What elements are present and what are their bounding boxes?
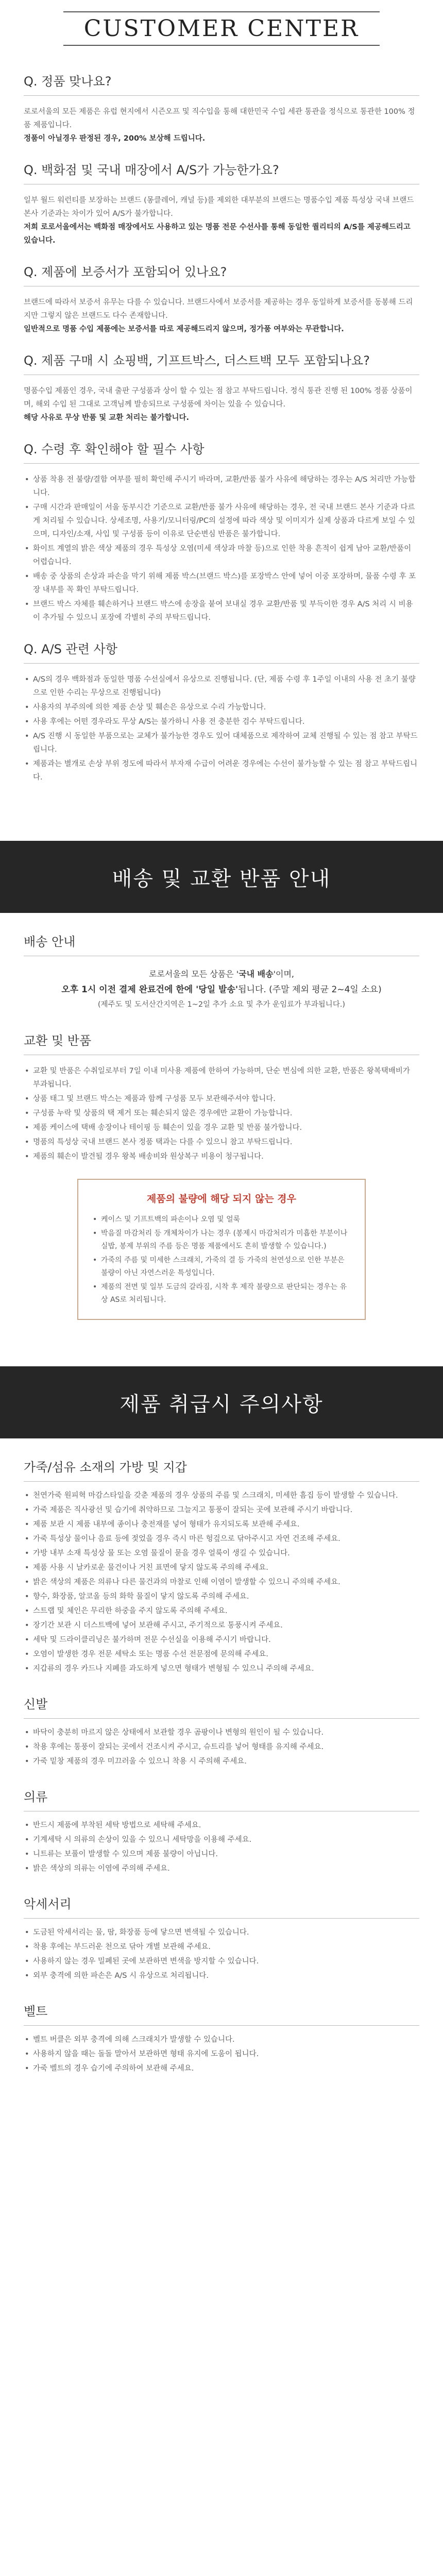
list-item: • 제품의 훼손이 발견될 경우 왕복 배송비와 원상복구 비용이 청구됩니다. — [24, 1150, 419, 1163]
list-item: • 사용하지 않는 경우 밀폐된 곳에 보관하면 변색을 방지할 수 있습니다. — [24, 1955, 419, 1968]
qa-block — [24, 71, 419, 145]
customer-center-title: CUSTOMER CENTER — [63, 11, 380, 46]
list-item: • 구매 시간과 판매일이 서울 동부시간 기준으로 교환/반품 불가 사유에 해당하는 경우, 전 국내 브랜드 본사 기준과 다르게 처리될 수 있습니다. 상세조명, 사용기/모니터링/PC의 설정에 따라 색상 및 이미지가 실제 상품과 다르게 보일 수 있으며, 디자인/소재, 사입 및 구성품 등이 이유로 단순변심 반품은 불가합니다. — [24, 501, 419, 541]
list-item: • 밝은 색상의 제품은 의류나 다른 물건과의 마찰로 인해 이염이 발생할 수 있으니 주의해 주세요. — [24, 1575, 419, 1589]
answer-emphasis: 정품이 아닐경우 판정된 경우, 200% 보상해 드립니다. — [24, 134, 206, 143]
list-item: • 제품 보관 시 제품 내부에 종이나 충전재를 넣어 형태가 유지되도록 보관해 주세요. — [24, 1518, 419, 1531]
list-item: • 제품과는 별개로 손상 부위 정도에 따라서 부자재 수급이 어려운 경우에는 수선이 불가능할 수 있는 점 참고 부탁드립니다. — [24, 757, 419, 784]
question-title: Q. 백화점 및 국내 매장에서 A/S가 가능한가요? — [24, 160, 419, 184]
care-list — [24, 1819, 419, 1875]
shipping-line-3: (제주도 및 도서산간지역은 1~2일 추가 소요 및 추가 운임료가 부과됩니다.) — [97, 1001, 346, 1009]
care-list — [24, 1489, 419, 1675]
care-banner: 제품 취급시 주의사항 — [0, 1366, 443, 1438]
list-item: • 사용하지 않을 때는 돌돌 말아서 보관하면 형태 유지에 도움이 됩니다. — [24, 2047, 419, 2061]
list-item: • 배송 중 상품의 손상과 파손을 막기 위해 제품 박스(브랜드 박스)를 포장박스 안에 넣어 이중 포장하며, 물품 수령 후 포장 내부를 꼭 확인 부탁드립니다. — [24, 570, 419, 597]
shipping-section — [0, 931, 443, 1320]
list-item: • 화이트 계열의 밝은 색상 제품의 경우 특성상 오염(미세 색상과 마찰 등)으로 인한 착용 흔적이 쉽게 남아 교환/반품이 어렵습니다. — [24, 542, 419, 569]
list-item: • 명품의 특성상 국내 브랜드 본사 정품 택과는 다를 수 있으니 참고 부탁드립니다. — [24, 1136, 419, 1149]
qa-block — [24, 350, 419, 425]
care-title: 가죽/섬유 소재의 가방 및 지갑 — [24, 1457, 419, 1482]
list-item: • 제품 사용 시 날카로운 물건이나 거친 표면에 닿지 않도록 주의해 주세요. — [24, 1561, 419, 1574]
list-item: • 사용 후에는 어떤 경우라도 무상 A/S는 불가하니 사용 전 충분한 검수 부탁드립니다. — [24, 715, 419, 728]
question-title: Q. 제품에 보증서가 포함되어 있나요? — [24, 262, 419, 286]
list-item: • 교환 및 반품은 수취일로부터 7일 이내 미사용 제품에 한하여 가능하며, 단순 변심에 의한 교환, 반품은 왕복택배비가 부과됩니다. — [24, 1064, 419, 1091]
customer-center-header — [0, 0, 443, 57]
care-title: 신발 — [24, 1694, 419, 1719]
list-item: • 세탁 및 드라이클리닝은 불가하며 전문 수선실을 이용해 주시기 바랍니다. — [24, 1633, 419, 1647]
list-item: • 가죽 벨트의 경우 습기에 주의하여 보관해 주세요. — [24, 2062, 419, 2075]
care-title: 벨트 — [24, 2001, 419, 2026]
question-title: Q. 제품 구매 시 쇼핑백, 기프트박스, 더스트백 모두 포함되나요? — [24, 350, 419, 375]
list-item: • 도금된 악세서리는 물, 땀, 화장품 등에 닿으면 변색될 수 있습니다. — [24, 1926, 419, 1939]
exchange-block — [24, 1030, 419, 1320]
care-title: 의류 — [24, 1787, 419, 1811]
qa-block — [24, 160, 419, 247]
answer-text: 일부 월드 워런티를 보장하는 브랜드 (몽클레어, 캐널 등)를 제외한 대부분의 브랜드는 명품수입 제품 특성상 국내 브랜드 본사 기준과는 차이가 있어 A/S가 불가합니다. — [24, 196, 414, 218]
answer-emphasis: 저희 로로서울에서는 백화점 매장에서도 사용하고 있는 명품 전문 수선사를 통해 동일한 퀄리티의 A/S를 제공해드리고 있습니다. — [24, 223, 411, 245]
question-title: Q. 정품 맞나요? — [24, 71, 419, 96]
as-list — [24, 673, 419, 784]
list-item: • 브랜드 박스 자체를 훼손하거나 브랜드 박스에 송장을 붙여 보내실 경우 교환/반품 및 부득이한 경우 A/S 처리 시 비용이 추가될 수 있으니 포장에 각별히 주의 부탁드립니다. — [24, 598, 419, 624]
shipping-info — [24, 967, 419, 1012]
shipping-line-2 — [24, 982, 419, 997]
shipping-line-2-bold: 오후 1시 이전 결제 완료건에 한에 '당일 발송' — [61, 985, 238, 995]
list-item: • 착용 후에는 통풍이 잘되는 곳에서 건조시켜 주시고, 슈트리를 넣어 형태를 유지해 주세요. — [24, 1740, 419, 1754]
shipping-line-1-pre: 로로서울의 모든 상품은 ' — [148, 969, 239, 979]
list-item: • 향수, 화장품, 알코올 등의 화학 물질이 닿지 않도록 주의해 주세요. — [24, 1590, 419, 1603]
care-block — [24, 1787, 419, 1875]
shipping-line-2-post: 됩니다. (주말 제외 평균 2~4일 소요) — [238, 985, 382, 995]
list-item: • 제품 케이스에 택배 송장이나 테이핑 등 훼손이 있을 경우 교환 및 반품 불가합니다. — [24, 1121, 419, 1134]
list-item: • 상품 태그 및 브랜드 박스는 제품과 함께 구성품 모두 보관해주셔야 합니다. — [24, 1092, 419, 1106]
list-item: • 반드시 제품에 부착된 세탁 방법으로 세탁해 주세요. — [24, 1819, 419, 1832]
list-item: • 박음질 마감처리 등 개체차이가 나는 경우 (봉제시 마감처리가 미흡한 부분이나 실밥, 봉제 부위의 주름 등은 명품 제품에서도 흔히 발생할 수 있습니다.) — [92, 1227, 351, 1253]
shipping-line-1 — [24, 967, 419, 982]
list-item: • 바닥이 충분히 마르지 않은 상태에서 보관할 경우 곰팡이나 변형의 원인이 될 수 있습니다. — [24, 1726, 419, 1739]
list-item: • 외부 충격에 의한 파손은 A/S 시 유상으로 처리됩니다. — [24, 1969, 419, 1982]
check-title: Q. 수령 후 확인해야 할 필수 사항 — [24, 439, 419, 464]
list-item: • 가방 내부 소재 특성상 물 또는 오염 물질이 묻을 경우 얼룩이 생길 수 있습니다. — [24, 1547, 419, 1560]
non-defect-box — [77, 1179, 366, 1320]
list-item: • 기계세탁 시 의류의 손상이 있을 수 있으니 세탁망을 이용해 주세요. — [24, 1833, 419, 1846]
answer-text: 브랜드에 따라서 보증서 유무는 다를 수 있습니다. 브랜드사에서 보증서를 제공하는 경우 동일하게 보증서를 동봉해 드리지만 그렇지 않은 브랜드도 다수 존재합니다. — [24, 298, 413, 320]
as-block — [24, 639, 419, 784]
as-title: Q. A/S 관련 사항 — [24, 639, 419, 664]
list-item: • A/S 진행 시 동일한 부품으로는 교체가 불가능한 경우도 있어 대체품으로 제작하여 교체 진행될 수 있는 점 참고 부탁드립니다. — [24, 730, 419, 756]
care-block — [24, 2001, 419, 2075]
exchange-title: 교환 및 반품 — [24, 1030, 419, 1055]
non-defect-title: 제품의 불량에 해당 되지 않는 경우 — [146, 1193, 297, 1205]
answer-emphasis: 해당 사유로 무상 반품 및 교환 처리는 불가합니다. — [24, 414, 189, 422]
list-item: • 밝은 색상의 의류는 이염에 주의해 주세요. — [24, 1862, 419, 1875]
list-item: • 케이스 및 기프트백의 파손이나 오염 및 얼룩 — [92, 1213, 351, 1226]
care-list — [24, 1926, 419, 1982]
shipping-banner: 배송 및 교환 반품 안내 — [0, 841, 443, 913]
list-item: • 구성품 누락 및 상품의 택 제거 또는 훼손되지 않은 경우에만 교환이 가능합니다. — [24, 1107, 419, 1120]
list-item: • 가죽 특성상 물이나 음료 등에 젖었을 경우 즉시 마른 헝겊으로 닦아주시고 자연 건조해 주세요. — [24, 1532, 419, 1546]
list-item: • 지갑류의 경우 카드나 지폐를 과도하게 넣으면 형태가 변형될 수 있으니 주의해 주세요. — [24, 1662, 419, 1675]
list-item: • 상품 착용 전 불량/결함 여부를 필히 확인해 주시기 바라며, 교환/반품 불가 사유에 해당하는 경우는 A/S 처리만 가능합니다. — [24, 473, 419, 500]
list-item: • 니트류는 보풀이 발생할 수 있으며 제품 불량이 아닙니다. — [24, 1848, 419, 1861]
shipping-block — [24, 931, 419, 1012]
list-item: • 사용자의 부주의에 의한 제품 손상 및 훼손은 유상으로 수리 가능합니다. — [24, 701, 419, 714]
shipping-line-1-bold: 국내 배송 — [238, 969, 274, 979]
answer-text: 로로서울의 모든 제품은 유럽 현지에서 시즌오프 및 직수입을 통해 대한민국 수입 세관 통관을 정식으로 통관한 100% 정품 제품입니다. — [24, 108, 415, 129]
care-block — [24, 1694, 419, 1768]
list-item: • 스트랩 및 체인은 무리한 하중을 주지 않도록 주의해 주세요. — [24, 1604, 419, 1618]
answer-text: 명품수입 제품인 경우, 국내 출판 구성품과 상이 할 수 있는 점 참고 부탁드립니다. 정식 통관 진행 된 100% 정품 상품이며, 해외 수입 된 그대로 고객님께 발송되므로 구성품에 차이는 있을 수 있습니다. — [24, 387, 413, 409]
list-item: • 장기간 보관 시 더스트백에 넣어 보관해 주시고, 주기적으로 통풍시켜 주세요. — [24, 1619, 419, 1632]
answer-emphasis: 일반적으로 명품 수입 제품에는 보증서를 따로 제공해드리지 않으며, 정가품 여부와는 무관합니다. — [24, 325, 344, 333]
list-item: • A/S의 경우 백화점과 동일한 명품 수선실에서 유상으로 진행됩니다. (단, 제품 수령 후 1주일 이내의 사용 전 초기 불량으로 인한 수리는 무상으로 진행됩니다) — [24, 673, 419, 700]
list-item: • 가죽 밑창 제품의 경우 미끄러울 수 있으니 착용 시 주의해 주세요. — [24, 1755, 419, 1768]
shipping-line-1-post: '이며, — [273, 969, 295, 979]
list-item: • 가죽의 주름 및 미세한 스크래치, 가죽의 결 등 가죽의 천연성으로 인한 부분은 불량이 아닌 자연스러운 특성입니다. — [92, 1254, 351, 1280]
check-block — [24, 439, 419, 624]
shipping-title: 배송 안내 — [24, 931, 419, 956]
exchange-list — [24, 1064, 419, 1163]
care-list — [24, 1726, 419, 1768]
check-list — [24, 473, 419, 624]
list-item: • 벨트 버클은 외부 충격에 의해 스크래치가 발생할 수 있습니다. — [24, 2033, 419, 2046]
care-list — [24, 2033, 419, 2075]
list-item: • 제품의 전면 및 일부 도금의 갈라짐, 시착 후 제작 불량으로 판단되는 경우는 유상 AS로 처리됩니다. — [92, 1281, 351, 1307]
list-item: • 천연가죽 원피혁 마감스타일을 갖춘 제품의 경우 상품의 주름 및 스크래치, 미세한 흠집 등이 발생할 수 있습니다. — [24, 1489, 419, 1502]
list-item: • 오염이 발생한 경우 전문 세탁소 또는 명품 수선 전문점에 문의해 주세요. — [24, 1648, 419, 1661]
non-defect-list — [92, 1213, 351, 1307]
list-item: • 착용 후에는 부드러운 천으로 닦아 개별 보관해 주세요. — [24, 1940, 419, 1954]
care-section — [0, 1457, 443, 2075]
care-block — [24, 1457, 419, 1675]
care-title: 악세서리 — [24, 1894, 419, 1919]
qa-block — [24, 262, 419, 336]
customer-center-body — [0, 71, 443, 784]
list-item: • 가죽 제품은 직사광선 및 습기에 취약하므로 그늘지고 통풍이 잘되는 곳에 보관해 주시기 바랍니다. — [24, 1503, 419, 1517]
care-block — [24, 1894, 419, 1982]
